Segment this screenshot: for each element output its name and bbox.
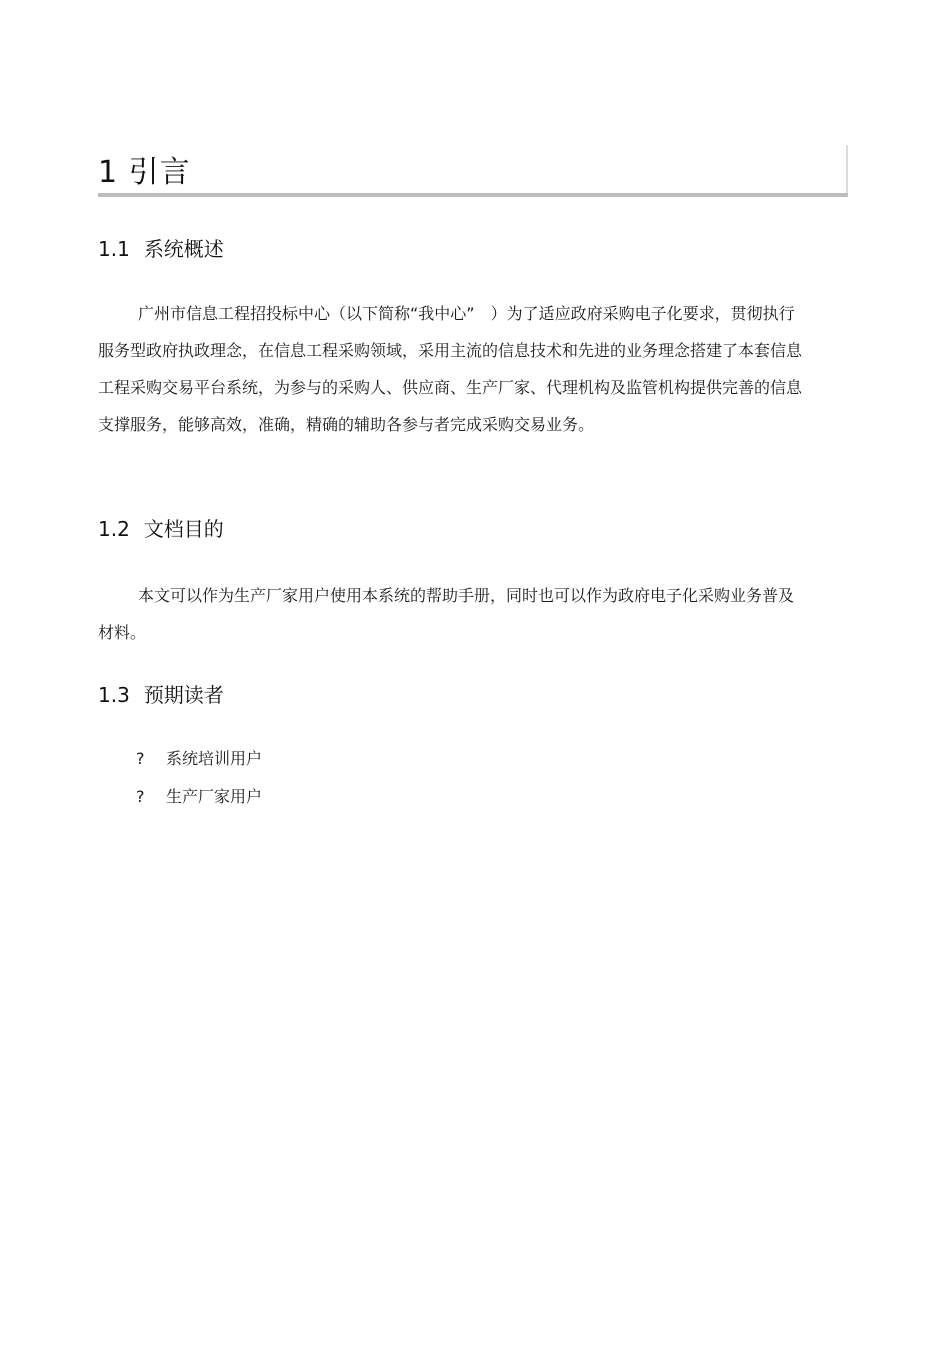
section-heading [98, 516, 808, 542]
section-overview [98, 236, 808, 443]
section-number: 1.3 [98, 683, 130, 707]
list-item-text: 生产厂家用户 [166, 787, 263, 806]
section-purpose [98, 516, 808, 651]
section-title: 预期读者 [143, 683, 224, 707]
section-number: 1.2 [98, 517, 130, 541]
bullet-mark: ? [136, 749, 145, 768]
section-title: 文档目的 [143, 517, 224, 541]
section-paragraph: 本文可以作为生产厂家用户使用本系统的帮助手册，同时也可以作为政府电子化采购业务普及材料。 [98, 586, 795, 642]
section-number: 1.1 [98, 237, 130, 261]
audience-list [98, 740, 808, 816]
chapter-header-vertical-rule [846, 145, 848, 197]
chapter-header-rule [98, 193, 848, 197]
section-heading [98, 236, 808, 262]
list-item [98, 778, 808, 816]
section-audience [98, 682, 808, 816]
list-item [98, 740, 808, 778]
bullet-mark: ? [136, 787, 145, 806]
section-heading [98, 682, 808, 708]
list-item-text: 系统培训用户 [166, 749, 263, 768]
section-paragraph: 广州市信息工程招投标中心（以下简称“我中心” ）为了适应政府采购电子化要求，贯彻执行服务型政府执政理念，在信息工程采购领域，采用主流的信息技术和先进的业务理念搭建了本套信息工程采购交易平台系统，为参与的采购人、供应商、生产厂家、代理机构及监管机构提供完善的信息支撑服务，能够高效，准确，精确的辅助各参与者完成采购交易业务。 [98, 304, 803, 434]
chapter-title: 1 引言 [98, 155, 191, 190]
section-title: 系统概述 [143, 237, 224, 261]
chapter-header [98, 145, 848, 197]
